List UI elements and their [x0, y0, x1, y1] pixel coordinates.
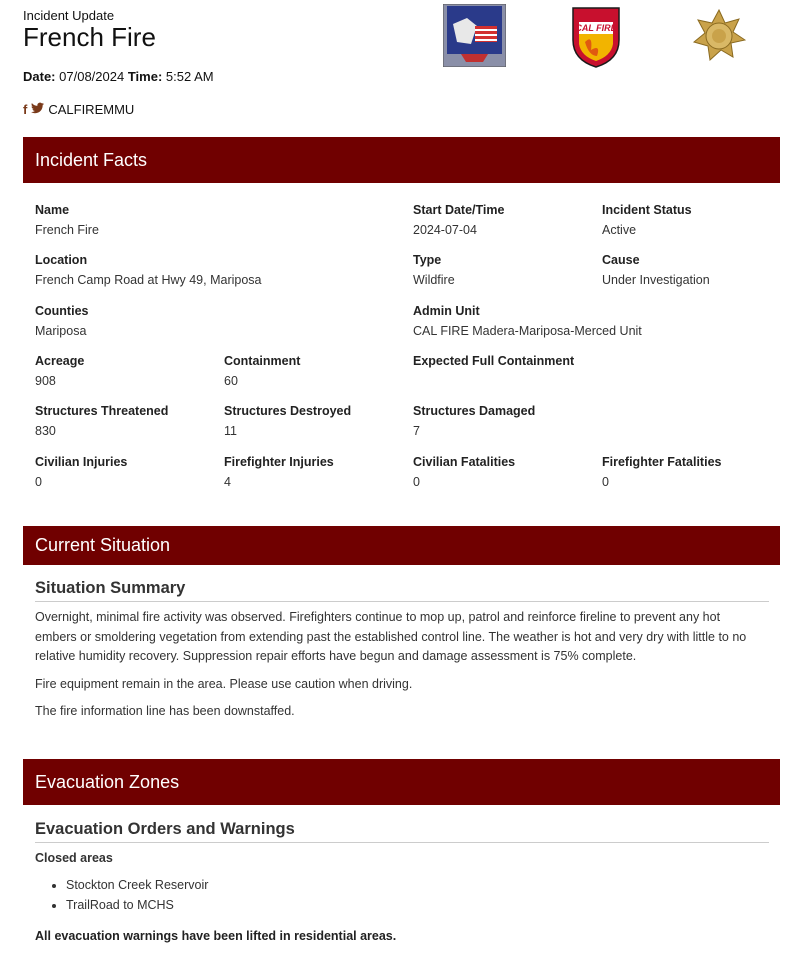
fact-acreage	[35, 354, 84, 388]
current-situation-header	[23, 526, 780, 565]
fact-expected-full-containment	[413, 354, 574, 374]
evacuation-orders-heading: Evacuation Orders and Warnings	[35, 820, 769, 843]
fact-label: Location	[35, 253, 88, 267]
fact-label: Firefighter Injuries	[224, 455, 334, 469]
page-title: French Fire	[23, 22, 156, 52]
svg-text:CAL FIRE: CAL FIRE	[575, 23, 617, 33]
fact-cause	[602, 253, 710, 287]
fire-district-patch-logo	[443, 4, 506, 67]
fact-label: Firefighter Fatalities	[602, 455, 722, 469]
fact-label: Counties	[35, 304, 89, 318]
fact-value: 0	[602, 475, 609, 489]
fact-label: Civilian Fatalities	[413, 455, 516, 469]
fact-structures-destroyed	[224, 404, 351, 438]
evacuation-zones-header	[23, 759, 780, 805]
closed-areas-label: Closed areas	[35, 851, 113, 865]
twitter-icon[interactable]	[31, 102, 44, 117]
date-label: Date:	[23, 69, 56, 84]
fact-value: 908	[35, 374, 56, 388]
fact-label: Structures Damaged	[413, 404, 536, 418]
fact-label: Containment	[224, 354, 301, 368]
fact-label: Acreage	[35, 354, 85, 368]
fact-structures-damaged	[413, 404, 535, 438]
fact-value: CAL FIRE Madera-Mariposa-Merced Unit	[413, 324, 642, 338]
fact-firefighter-fatalities	[602, 455, 721, 489]
fact-incident-status	[602, 203, 692, 237]
fact-value: 11	[224, 424, 237, 438]
situation-paragraph: Overnight, minimal fire activity was observed. Firefighters continue to mop up, patrol and reinforce fireline to prevent any hot embers or smoldering vegetation from extending past the established control line. The weather is hot and very dry with little to no relative humidity recovery. Suppression repair efforts have begun and damage assessment is 75% complete.	[35, 610, 747, 663]
fact-value: 830	[35, 424, 56, 438]
fact-start-date	[413, 203, 504, 237]
fact-label: Incident Status	[602, 203, 692, 217]
fact-type	[413, 253, 455, 287]
fact-label: Name	[35, 203, 70, 217]
date-value: 07/08/2024	[59, 69, 125, 84]
fact-value: 0	[35, 475, 42, 489]
dateline	[23, 69, 214, 84]
time-value: 5:52 AM	[165, 69, 214, 84]
fact-civilian-fatalities	[413, 455, 515, 489]
fact-label: Structures Threatened	[35, 404, 169, 418]
fact-label: Type	[413, 253, 442, 267]
page-header	[0, 0, 800, 130]
fact-value: 0	[413, 475, 420, 489]
fact-value: 60	[224, 374, 238, 388]
situation-summary-heading: Situation Summary	[35, 579, 769, 602]
evacuation-notice: All evacuation warnings have been lifted in residential areas.	[35, 929, 397, 943]
incident-facts-header	[23, 137, 780, 183]
eyebrow: Incident Update	[23, 8, 115, 23]
social-links	[23, 102, 134, 117]
fact-value: 2024-07-04	[413, 223, 477, 237]
list-item: • Stockton Creek Reservoir	[66, 876, 208, 896]
incident-facts-title: Incident Facts	[35, 149, 148, 170]
fact-counties	[35, 304, 88, 338]
fact-structures-threatened	[35, 404, 168, 438]
fact-admin-unit	[413, 304, 642, 338]
fact-civilian-injuries	[35, 455, 127, 489]
fact-value: Active	[602, 223, 637, 237]
fact-value: 7	[413, 424, 420, 438]
fact-value: 4	[224, 475, 231, 489]
fact-label: Cause	[602, 253, 640, 267]
situation-paragraph: The fire information line has been downstaffed.	[35, 704, 295, 718]
time-label: Time:	[127, 69, 163, 84]
list-item: • TrailRoad to MCHS	[66, 896, 208, 916]
fact-value: French Camp Road at Hwy 49, Mariposa	[35, 273, 262, 287]
fact-name	[35, 203, 99, 237]
fact-location	[35, 253, 261, 287]
fact-label: Structures Destroyed	[224, 404, 352, 418]
cal-fire-logo	[571, 4, 621, 68]
evacuation-zones-title: Evacuation Zones	[35, 771, 180, 792]
fact-value: French Fire	[35, 223, 99, 237]
fact-value: Under Investigation	[602, 273, 710, 287]
closed-areas-list	[35, 876, 208, 915]
fact-containment	[224, 354, 300, 388]
fact-label: Expected Full Containment	[413, 354, 575, 368]
fact-firefighter-injuries	[224, 455, 334, 489]
fact-label: Start Date/Time	[413, 203, 505, 217]
fact-label: Civilian Injuries	[35, 455, 128, 469]
situation-paragraph: Fire equipment remain in the area. Please use caution when driving.	[35, 677, 413, 691]
fact-value: Wildfire	[413, 273, 455, 287]
social-handle[interactable]: CALFIREMMU	[48, 102, 135, 117]
fact-label: Admin Unit	[413, 304, 480, 318]
current-situation-title: Current Situation	[35, 535, 171, 555]
facebook-icon[interactable]: f	[23, 102, 28, 117]
fact-value: Mariposa	[35, 324, 87, 338]
sheriff-star-logo	[692, 9, 746, 63]
